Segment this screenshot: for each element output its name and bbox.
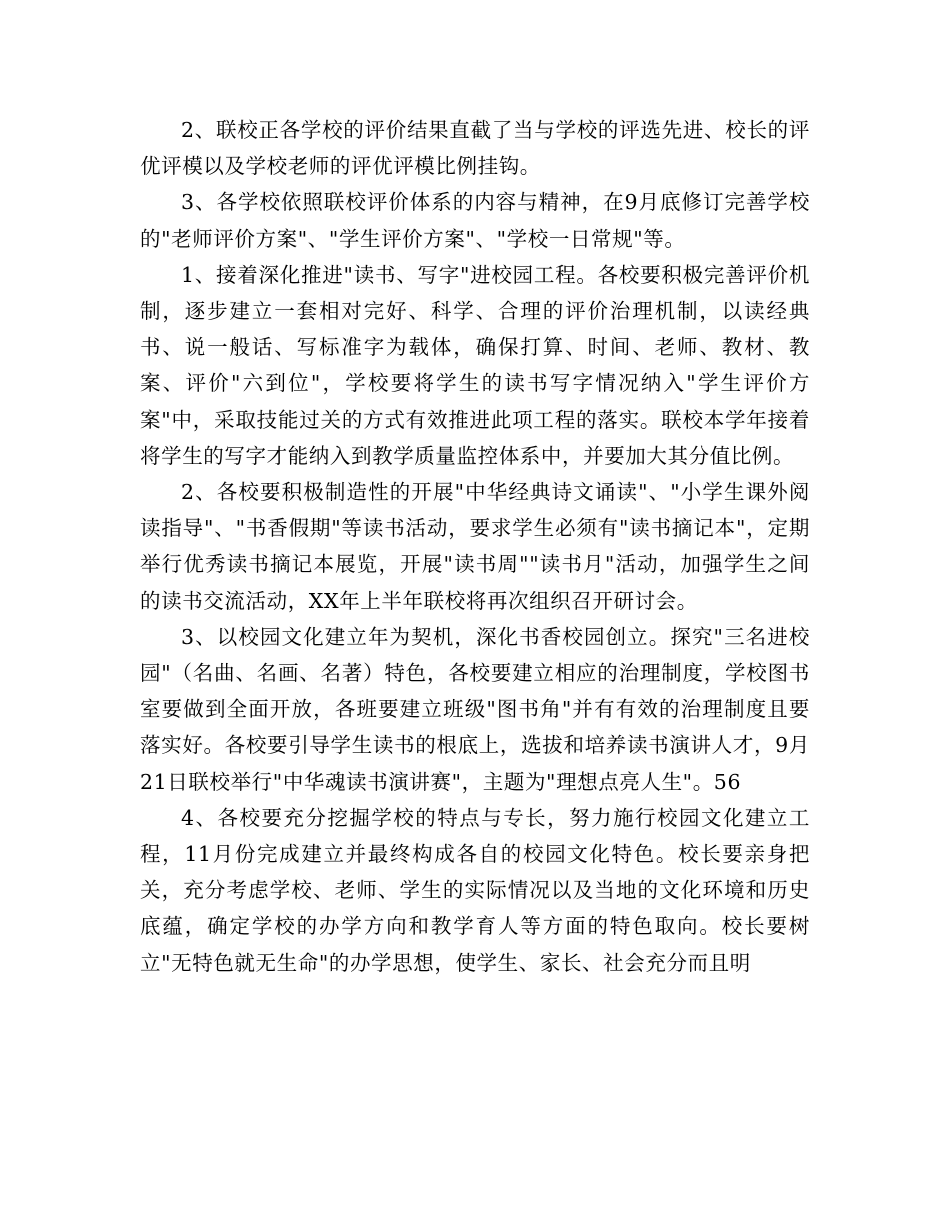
document-body <box>140 112 810 981</box>
paragraph-campus-culture: 4、各校要充分挖掘学校的特点与专长，努力施行校园文化建立工程，11月份完成建立并最终构成各自的校园文化特色。校长要亲身把关，充分考虑学校、老师、学生的实际情况以及当地的文化环境和历史底蕴，确定学校的办学方向和教学育人等方面的特色取向。校长要树立"无特色就无生命"的办学思想，使学生、家长、社会充分而且明 <box>140 805 810 975</box>
paragraph-book-campus: 3、以校园文化建立年为契机，深化书香校园创立。探究"三名进校园"（名曲、名画、名著）特色，各校要建立相应的治理制度，学校图书室要做到全面开放，各班要建立班级"图书角"并有有效的治理制度且要落实好。各校要引导学生读书的根底上，选拔和培养读书演讲人才，9月21日联校举行"中华魂读书演讲赛"，主题为"理想点亮人生"。56 <box>140 624 810 794</box>
paragraph-reading-activities: 2、各校要积极制造性的开展"中华经典诗文诵读"、"小学生课外阅读指导"、"书香假期"等读书活动，要求学生必须有"读书摘记本"，定期举行优秀读书摘记本展览，开展"读书周""读书月"活动，加强学生之间的读书交流活动，XX年上半年联校将再次组织召开研讨会。 <box>140 480 810 613</box>
paragraph-evaluation-system: 3、各学校依照联校评价体系的内容与精神，在9月底修订完善学校的"老师评价方案"、"学生评价方案"、"学校一日常规"等。 <box>140 190 810 251</box>
paragraph-evaluation-results: 2、联校正各学校的评价结果直截了当与学校的评选先进、校长的评优评模以及学校老师的评优评模比例挂钩。 <box>140 118 810 179</box>
paragraph-reading-writing-project: 1、接着深化推进"读书、写字"进校园工程。各校要积极完善评价机制，逐步建立一套相对完好、科学、合理的评价治理机制，以读经典书、说一般话、写标准字为载体，确保打算、时间、老师、教材、教案、评价"六到位"，学校要将学生的读书写字情况纳入"学生评价方案"中，采取技能过关的方式有效推进此项工程的落实。联校本学年接着将学生的写字才能纳入到教学质量监控体系中，并要加大其分值比例。 <box>140 262 810 468</box>
